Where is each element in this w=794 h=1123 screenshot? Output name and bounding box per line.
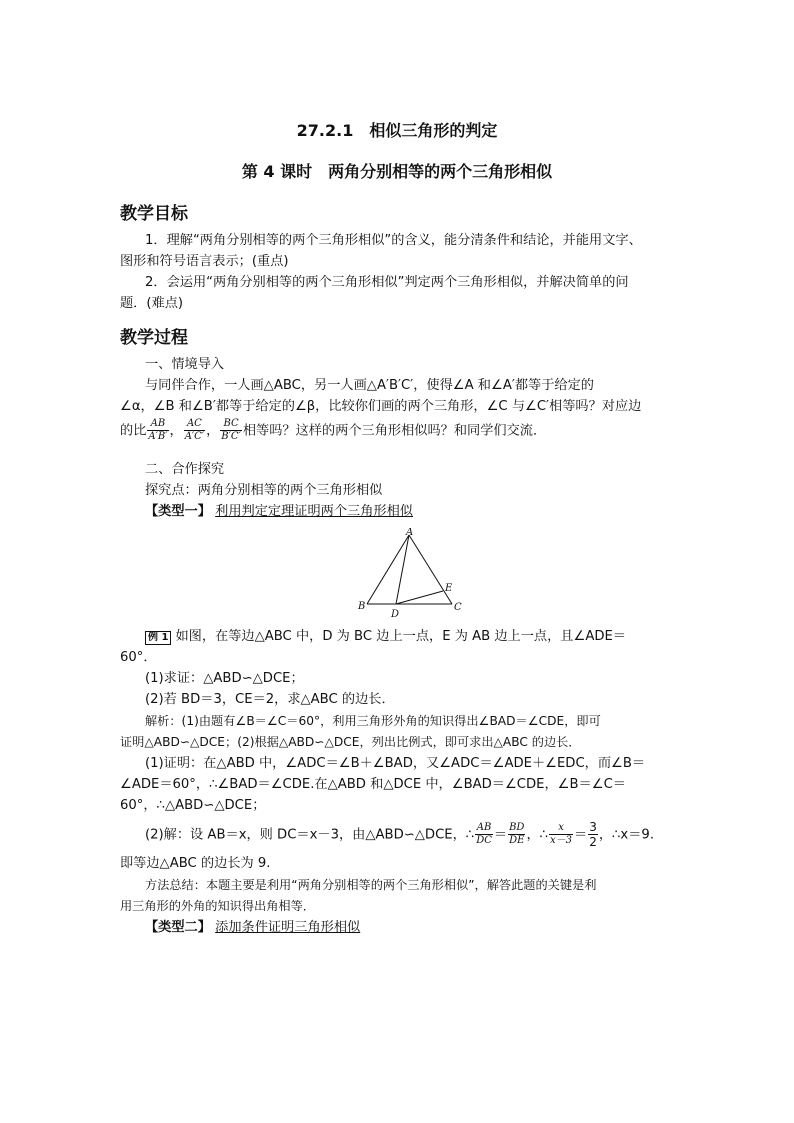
intro-line-1: 与同伴合作，一人画△ABC，另一人画△A′B′C′，使得∠A 和∠A′都等于给定的: [145, 378, 594, 393]
goals-heading: 教学目标: [120, 204, 188, 224]
ratio-bc-den: B′C′: [221, 431, 241, 442]
label-c: C: [454, 602, 462, 613]
goal-1-line-2: 图形和符号语言表示；(重点): [120, 254, 289, 269]
ratio-ac: [184, 418, 205, 443]
triangle-figure: [350, 528, 470, 624]
type-2-tag: 【类型二】: [145, 920, 211, 935]
label-b: B: [358, 601, 366, 612]
solution-mid: ，∴: [526, 827, 549, 843]
type-2-heading: [145, 917, 360, 938]
fraction-3-2: [588, 820, 598, 849]
fraction-x-num: x: [549, 822, 573, 835]
solution-line-2: 即等边△ABC 的边长为 9.: [120, 856, 271, 871]
type-1-title: 利用判定定理证明两个三角形相似: [215, 504, 413, 519]
fraction-bd-de-num: BD: [509, 822, 525, 833]
question-1: (1)求证：△ABD∽△DCE；: [145, 671, 304, 686]
type-2-title: 添加条件证明三角形相似: [215, 920, 361, 935]
ratio-bc: [220, 418, 242, 443]
intro-line-3-pre: 的比: [120, 423, 147, 439]
goal-2-line-1: 2．会运用“两角分别相等的两个三角形相似”判定两个三角形相似，并解决简单的问: [145, 275, 629, 290]
equals-sign: ＝: [493, 827, 508, 843]
fraction-bd-de-den: DE: [509, 835, 525, 846]
summary-line-1: 方法总结：本题主要是利用“两角分别相等的两个三角形相似”，解答此题的关键是利: [145, 878, 597, 892]
intro-line-2: ∠α，∠B 和∠B′都等于给定的∠β，比较你们画的两个三角形，∠C 与∠C′相等吗？对应边: [120, 399, 642, 414]
label-a: A: [406, 528, 414, 538]
proof-line-3: 60°，∴△ABD∽△DCE；: [120, 798, 266, 813]
ratio-ac-den: A′C′: [184, 431, 205, 442]
fraction-ab-dc-den: DC: [476, 835, 492, 846]
example-1-badge: 例 1: [145, 631, 171, 645]
proof-line-1: (1)证明：在△ABD 中，∠ADC＝∠B＋∠BAD，又∠ADC＝∠ADE＋∠EDC，而∠B＝: [145, 756, 646, 771]
type-1-heading: [145, 501, 413, 522]
ratio-ab: [147, 418, 168, 443]
section-1-heading: 一、情境导入: [145, 357, 225, 372]
ratio-ac-num: AC: [184, 418, 205, 431]
solution-line-1: [145, 820, 654, 849]
ratio-ab-den: A′B′: [148, 431, 168, 442]
ratio-bc-num: BC: [220, 418, 242, 431]
explore-point: 探究点：两角分别相等的两个三角形相似: [145, 483, 383, 498]
fraction-3-2-num: 3: [589, 820, 597, 834]
ratio-ab-num: AB: [147, 418, 168, 431]
fraction-x: [549, 822, 573, 847]
solution-post: ，∴x＝9.: [598, 827, 655, 843]
label-e: E: [445, 583, 453, 594]
solution-pre: (2)解：设 AB＝x，则 DC＝x－3，由△ABD∽△DCE，∴: [145, 827, 475, 843]
equals-sign-2: ＝: [574, 827, 588, 843]
fraction-3-2-den: 2: [589, 835, 597, 849]
summary-line-2: 用三角形的外角的知识得出角相等．: [120, 899, 315, 913]
example-1-line-1: [145, 626, 626, 647]
section-2-heading: 二、合作探究: [145, 462, 225, 477]
goal-1-line-1: 1．理解“两角分别相等的两个三角形相似”的含义，能分清条件和结论，并能用文字、: [145, 233, 642, 248]
lesson-title: 27.2.1 相似三角形的判定: [296, 121, 498, 140]
proof-line-2: ∠ADE＝60°，∴∠BAD＝∠CDE.在△ABD 和△DCE 中，∠BAD＝∠CDE，∠B＝∠C＝: [120, 777, 626, 792]
analysis-line-2: 证明△ABD∽△DCE；(2)根据△ABD∽△DCE，列出比例式，即可求出△ABC 的边长．: [120, 735, 581, 749]
goal-2-line-2: 题．(难点): [120, 296, 184, 311]
example-1-line-2: 60°．: [120, 650, 157, 665]
label-d: D: [391, 609, 400, 620]
type-1-tag: 【类型一】: [145, 504, 211, 519]
fraction-x-den: x－3: [550, 835, 573, 846]
intro-line-3: 的比 $\frac{AB}{A'B'}$ ， $\frac{AC}{A'C'}$ ， $\frac{BC}{B'C'}$ 相等吗？这样的两个三角形相似吗？和同学们交流．: [120, 418, 547, 442]
example-1-text: 如图，在等边△ABC 中，D 为 BC 边上一点，E 为 AB 边上一点，且∠ADE＝: [175, 629, 627, 644]
intro-line-3-post: 相等吗？这样的两个三角形相似吗？和同学们交流．: [242, 423, 547, 439]
fraction-bd-de: [508, 822, 525, 847]
fraction-ab-dc-num: AB: [476, 822, 492, 833]
fraction-ab-dc: [475, 822, 493, 847]
segment-de: [396, 591, 443, 604]
question-2: (2)若 BD＝3，CE＝2，求△ABC 的边长．: [145, 692, 395, 707]
process-heading: 教学过程: [120, 328, 188, 348]
lesson-subtitle: 第 4 课时 两角分别相等的两个三角形相似: [241, 162, 553, 181]
analysis-line-1: 解析：(1)由题有∠B＝∠C＝60°，利用三角形外角的知识得出∠BAD＝∠CDE，即可: [145, 714, 601, 728]
